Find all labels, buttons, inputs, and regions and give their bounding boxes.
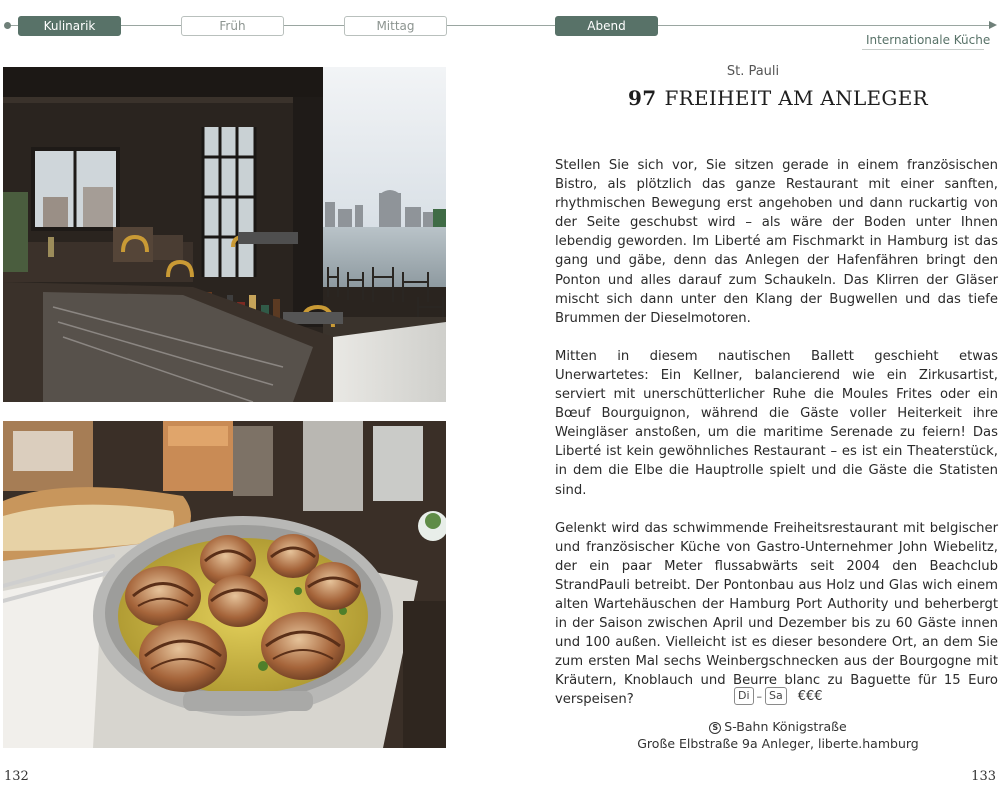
day-from-badge: Di [734,687,754,705]
entry-title: FREIHEIT AM ANLEGER [664,86,928,110]
entry-number: 97 [628,86,657,110]
district-label: St. Pauli [726,64,780,79]
timeline-arrow-icon [989,21,997,29]
address-line: Große Elbstraße 9a Anleger, liberte.hamburg [637,736,919,751]
restaurant-bar-photo [3,67,446,402]
subcategory-label: Internationale Küche [866,33,991,47]
transit-info [553,719,1000,734]
time-tab-frueh[interactable]: Früh [181,16,284,36]
category-tab-kulinarik[interactable]: Kulinarik [18,16,121,36]
timeline-line [8,25,992,26]
article-body [555,156,998,729]
page-title [553,86,1000,110]
subcategory-rule [862,49,984,50]
page-number-right: 133 [971,769,996,784]
day-to-badge: Sa [765,687,787,705]
escargots-photo [3,421,446,748]
opening-days [734,687,823,705]
paragraph-1: Stellen Sie sich vor, Sie sitzen gerade in einem französischen Bistro, als plötzlich das ganze Restaurant mit einer sanften, rhythmischen Bewegung erst angehoben und dann ruckartig von der Seite geschubst wird – als wäre der Boden unter Ihnen lebendig geworden. Im Liberté am Fischmarkt in Hamburg ist das gang und gäbe, denn das Anlegen der Hafenfähren bringt den Ponton und alles darauf zum Schaukeln. Das Klirren der Gläser mischt sich dann unter den Klang der Bugwellen und das tiefe Brummen der Dieselmotoren. [555,158,998,326]
sbahn-icon: S [709,722,721,734]
timeline-start-dot [4,22,11,29]
time-tab-mittag[interactable]: Mittag [344,16,447,36]
price-level: €€€ [797,688,823,704]
paragraph-2: Mitten in diesem nautischen Ballett geschieht etwas Unerwartetes: Ein Kellner, balancierend wie ein Zirkusartist, serviert mit unerschütterlicher Ruhe die Moules Frites oder ein Bœuf Bourguignon, während die Gäste voller Heiterkeit ihre Weingläser anstoßen, um die maritime Serenade zu feiern! Das Liberté ist kein gewöhnliches Restaurant – es ist ein Theaterstück, in dem die Elbe die Hauptrolle spielt und die Gäste die Statisten sind. [555,348,998,498]
day-separator: – [756,689,763,703]
transit-line: S-Bahn [724,719,769,734]
paragraph-3: Gelenkt wird das schwimmende Freiheitsrestaurant mit belgischer und französischer Küche von Gastro-Unternehmer John Wiebelitz, der ein paar Meter flussabwärts seit 2004 den Beachclub StrandPauli betreibt. Der Pontonbau aus Holz und Glas wich einem alten Wartehäuschen der Hamburg Port Authority und beherbergt in der Saison zwischen April und Dezember bis zu 60 Gäste innen und 100 außen. Vielleicht ist es dieser besondere Ort, an dem Sie zum ersten Mal sechs Weinbergschnecken aus der Bourgogne mit Kräutern, Knoblauch und Beurre blanc zu Baguette für 15 Euro verspeisen? [555,520,998,708]
time-tab-abend[interactable]: Abend [555,16,658,36]
page-number-left: 132 [4,769,29,784]
transit-station: Königstraße [772,719,847,734]
